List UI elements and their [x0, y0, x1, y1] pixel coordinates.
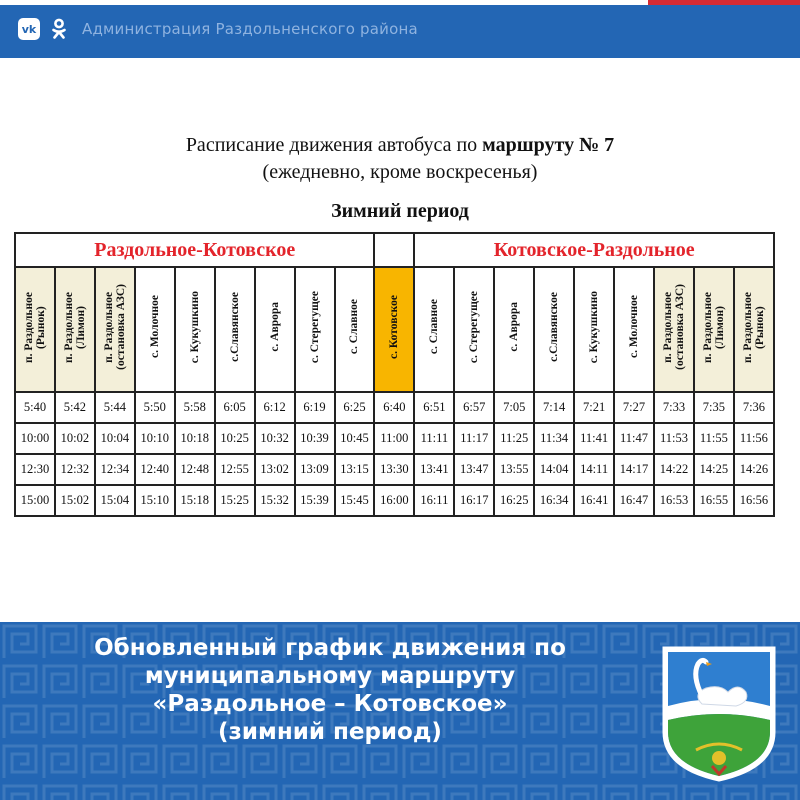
- stop-header: [15, 267, 55, 392]
- departure-time: 10:18: [175, 423, 215, 454]
- departure-time: 12:48: [175, 454, 215, 485]
- departure-time: 7:33: [654, 392, 694, 423]
- departure-time: 6:51: [414, 392, 454, 423]
- stop-name: п. Раздольное (остановка АЗС): [661, 284, 686, 370]
- departure-time: 16:47: [614, 485, 654, 516]
- departure-time: 11:55: [694, 423, 734, 454]
- stop-header: [454, 267, 494, 392]
- departure-time: 11:41: [574, 423, 614, 454]
- direction-header-row: [15, 233, 774, 267]
- stop-name: с. Аврора: [268, 302, 281, 352]
- schedule-title-plain: Расписание движения автобуса по: [185, 134, 483, 156]
- ok-icon[interactable]: [48, 18, 70, 40]
- stop-name: с. Кукушкино: [588, 290, 601, 364]
- trip-row: [15, 423, 774, 454]
- banner-line: «Раздольное – Котовское»: [152, 691, 508, 717]
- direction-divider-cell: [374, 233, 414, 267]
- bus-timetable: [14, 232, 775, 517]
- stop-header: [494, 267, 534, 392]
- departure-time: 16:25: [494, 485, 534, 516]
- stop-header: [255, 267, 295, 392]
- banner-line: Обновленный график движения по: [94, 635, 566, 661]
- schedule-title: [0, 134, 800, 157]
- stop-name: с. Стерегущее: [468, 290, 481, 364]
- stop-header: [414, 267, 454, 392]
- stop-header: [614, 267, 654, 392]
- departure-time: 6:40: [374, 392, 414, 423]
- banner-line: муниципальному маршруту: [144, 663, 516, 689]
- direction-b-heading: Котовское-Раздольное: [414, 233, 774, 267]
- departure-time: 13:09: [295, 454, 335, 485]
- departure-time: 7:27: [614, 392, 654, 423]
- stop-name: п. Раздольное (остановка АЗС): [102, 284, 127, 370]
- departure-time: 6:19: [295, 392, 335, 423]
- stop-name: с. Славное: [428, 299, 441, 355]
- departure-time: 15:39: [295, 485, 335, 516]
- stop-name: с. Славное: [348, 299, 361, 355]
- stop-header: [215, 267, 255, 392]
- stop-header: [95, 267, 135, 392]
- departure-time: 16:53: [654, 485, 694, 516]
- departure-time: 6:12: [255, 392, 295, 423]
- departure-time: 16:00: [374, 485, 414, 516]
- departure-time: 11:11: [414, 423, 454, 454]
- flag-stripe-red: [648, 0, 800, 5]
- departure-time: 6:57: [454, 392, 494, 423]
- departure-time: 15:32: [255, 485, 295, 516]
- banner-line: (зимний период): [218, 719, 442, 745]
- coat-of-arms-icon: [662, 646, 776, 782]
- departure-time: 16:17: [454, 485, 494, 516]
- departure-time: 6:25: [335, 392, 375, 423]
- stop-name: с. Котовское: [388, 295, 401, 359]
- departure-time: 13:41: [414, 454, 454, 485]
- stop-header: [534, 267, 574, 392]
- departure-time: 6:05: [215, 392, 255, 423]
- departure-time: 13:30: [374, 454, 414, 485]
- stop-name: п. Раздольное (Рынок): [741, 291, 766, 363]
- departure-time: 11:34: [534, 423, 574, 454]
- organization-name[interactable]: Администрация Раздольненского района: [82, 20, 418, 38]
- stop-name: с. Стерегущее: [308, 290, 321, 364]
- stop-name: с. Молочное: [628, 295, 641, 359]
- departure-time: 15:04: [95, 485, 135, 516]
- departure-time: 7:14: [534, 392, 574, 423]
- departure-time: 10:25: [215, 423, 255, 454]
- departure-time: 14:04: [534, 454, 574, 485]
- departure-time: 10:32: [255, 423, 295, 454]
- departure-time: 12:32: [55, 454, 95, 485]
- stop-header: [295, 267, 335, 392]
- departure-time: 5:42: [55, 392, 95, 423]
- departure-time: 13:55: [494, 454, 534, 485]
- departure-time: 7:36: [734, 392, 774, 423]
- departure-time: 11:47: [614, 423, 654, 454]
- departure-time: 15:02: [55, 485, 95, 516]
- departure-time: 15:25: [215, 485, 255, 516]
- departure-time: 16:11: [414, 485, 454, 516]
- schedule-title-route: маршруту № 7: [482, 134, 615, 156]
- trip-row: [15, 392, 774, 423]
- stop-name: с. Молочное: [148, 295, 161, 359]
- stop-header: [694, 267, 734, 392]
- departure-time: 5:44: [95, 392, 135, 423]
- departure-time: 5:50: [135, 392, 175, 423]
- stops-row: [15, 267, 774, 392]
- departure-time: 14:25: [694, 454, 734, 485]
- stop-name: п. Раздольное (Лимон): [701, 291, 726, 363]
- departure-time: 11:00: [374, 423, 414, 454]
- departure-time: 14:11: [574, 454, 614, 485]
- departure-time: 13:15: [335, 454, 375, 485]
- stop-header: [175, 267, 215, 392]
- stop-header-terminal: [374, 267, 414, 392]
- departure-time: 12:30: [15, 454, 55, 485]
- flag-stripe-white: [0, 0, 648, 5]
- departure-time: 7:05: [494, 392, 534, 423]
- departure-time: 15:45: [335, 485, 375, 516]
- departure-time: 15:10: [135, 485, 175, 516]
- departure-time: 16:55: [694, 485, 734, 516]
- departure-time: 12:34: [95, 454, 135, 485]
- departure-time: 11:56: [734, 423, 774, 454]
- departure-time: 13:02: [255, 454, 295, 485]
- trip-row: [15, 454, 774, 485]
- banner-headline: [40, 634, 620, 746]
- stop-header: [335, 267, 375, 392]
- departure-time: 10:45: [335, 423, 375, 454]
- departure-time: 14:17: [614, 454, 654, 485]
- departure-time: 11:17: [454, 423, 494, 454]
- departure-time: 16:56: [734, 485, 774, 516]
- departure-time: 12:40: [135, 454, 175, 485]
- departure-time: 7:21: [574, 392, 614, 423]
- departure-time: 14:22: [654, 454, 694, 485]
- stop-name: с. Кукушкино: [188, 290, 201, 364]
- departure-time: 10:39: [295, 423, 335, 454]
- schedule-period: Зимний период: [331, 200, 469, 222]
- departure-time: 12:55: [215, 454, 255, 485]
- vk-icon[interactable]: [18, 18, 40, 40]
- stop-header: [654, 267, 694, 392]
- departure-time: 14:26: [734, 454, 774, 485]
- top-header: [0, 0, 800, 58]
- vk-icon-label: vk: [21, 22, 37, 36]
- stop-name: с. Аврора: [508, 302, 521, 352]
- departure-time: 10:04: [95, 423, 135, 454]
- stop-header: [55, 267, 95, 392]
- departure-time: 5:58: [175, 392, 215, 423]
- departure-time: 16:41: [574, 485, 614, 516]
- departure-time: 11:53: [654, 423, 694, 454]
- stop-name: с.Славянское: [548, 292, 561, 362]
- stop-name: п. Раздольное (Рынок): [22, 291, 47, 363]
- stop-header: [734, 267, 774, 392]
- direction-a-heading: Раздольное-Котовское: [15, 233, 374, 267]
- stop-name: с.Славянское: [228, 292, 241, 362]
- stop-name: п. Раздольное (Лимон): [62, 291, 87, 363]
- departure-time: 16:34: [534, 485, 574, 516]
- departure-time: 15:00: [15, 485, 55, 516]
- departure-time: 10:00: [15, 423, 55, 454]
- departure-time: 11:25: [494, 423, 534, 454]
- trip-row: [15, 485, 774, 516]
- departure-time: 10:02: [55, 423, 95, 454]
- departure-time: 13:47: [454, 454, 494, 485]
- departure-time: 10:10: [135, 423, 175, 454]
- stop-header: [574, 267, 614, 392]
- stop-header: [135, 267, 175, 392]
- departure-time: 5:40: [15, 392, 55, 423]
- departure-time: 7:35: [694, 392, 734, 423]
- departure-time: 15:18: [175, 485, 215, 516]
- schedule-subtitle: (ежедневно, кроме воскресенья): [262, 161, 538, 183]
